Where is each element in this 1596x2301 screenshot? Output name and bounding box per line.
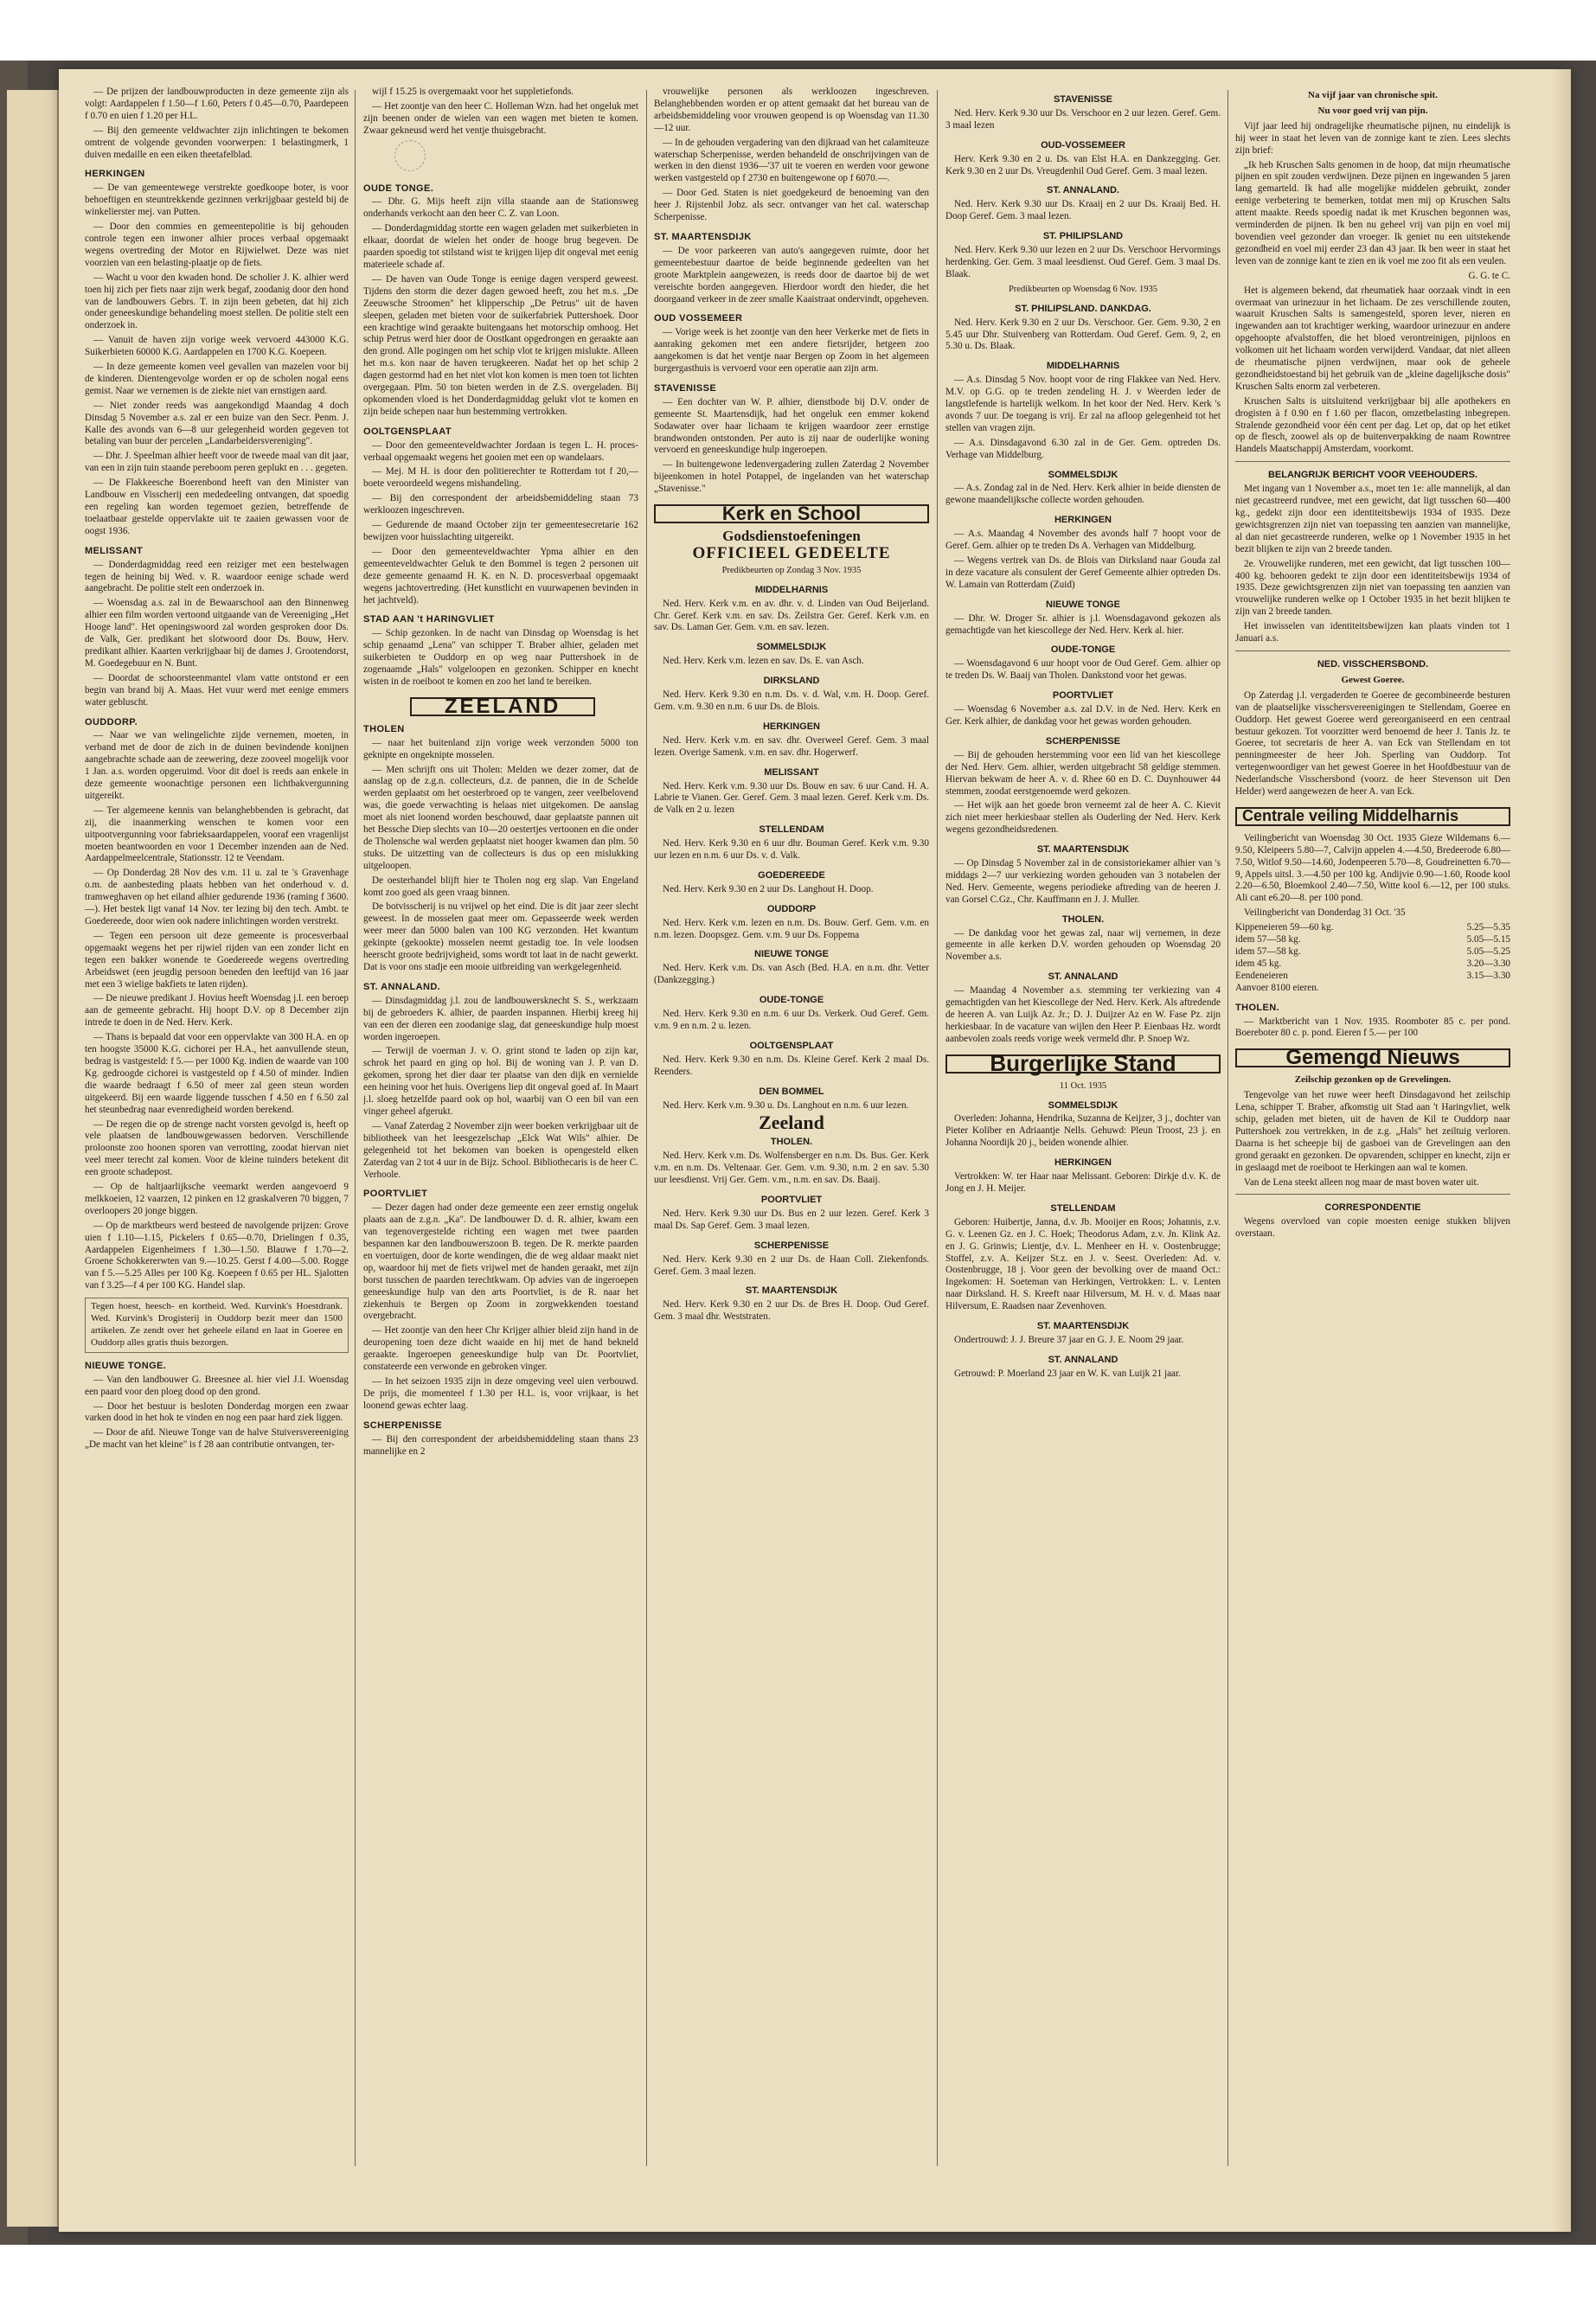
article-text: — In buitengewone ledenvergadering zullen Zaterdag 2 November bijeenkomen in hotel Potappel, de ingelanden van het waterschap „Stavenisse." [654, 459, 929, 495]
article-text: Wegens overvloed van copie moesten eenige stukken blijven overstaan. [1235, 1216, 1510, 1240]
subsection-title: Godsdienstoefeningen [722, 528, 861, 544]
column-rule [646, 90, 647, 2166]
advertisement-text: Kruschen Salts is uitsluitend verkrijgbaar bij alle apothekers en drogisten à f 0.90 en f 1.60 per flacon, omzetbelasting inbegrepen. Stralende gezondheid voor één cent per dag. Let op, dat op het etiket op de flesch, zoowel als op de buitenverpakking de naam Rowntree Handels Maatschappij Amsterdam, voorkomt. [1235, 395, 1510, 455]
article-text: — Op Dinsdag 5 November zal in de consistoriekamer alhier van 's middags 2—7 uur verkiezing worden gehouden van 3 notabelen der Ned. Herv. Gemeente, wegens periodieke aftreding van de heeren J. van Gorsel C.Gz., Chr. Kauffmann en J. J. Muller. [945, 858, 1221, 905]
article-text: De oesterhandel blijft hier te Tholen nog erg slap. Van Engeland komt zoo goed als geen vraag binnen. [363, 875, 638, 898]
section-heading: HERKINGEN [1054, 515, 1112, 526]
section-heading: HERKINGEN [85, 169, 145, 180]
article-text: Op Zaterdag j.l. vergaderden te Goeree de gecombineerde besturen van de plaatselijke visschersvereenigingen te Stellendam, Goeree en Ouddorp. Het gewest Goeree werd gereorganiseerd en een centraal bestuur gekozen. Tot voorzitter werd benoemd de heer J. Tanis Jz. te Goeree, tot secretaris de heer A. van Eck van Stellendam en tot penningmeester de heer Joh. Sperling van Ouddorp. Tot vertegenwoordiger van het gewest Goeree in het Hoofdbestuur van de Nederlandsche Visschersbond (voorz. de heer Stevenson uit Den Helder) werd aangewezen de heer A. van Eck. [1235, 689, 1510, 798]
section-heading: STAVENISSE [654, 382, 717, 394]
article-text: — Dezer dagen had onder deze gemeente een zeer ernstig ongeluk plaats aan de z.g.n. „Ka". De landbouwer D. d. R. alhier, kwam een van tegenovergestelde richting een wagen met twee paarden bespannen kar den landbouwerszoon B. tegen. De R. merkte paarden en voertuigen, door de korte wendingen, die de weg aldaar maakt niet op, waardoor hij met de fiets vrijwel met de handen geraakt, met zijn borst tusschen de paarden terechtkwam. Op advies van de ingeroepen geneeskundige hulp van den arts Poortvliet, is de R. naar het ziekenhuis te Bergen op Zoom in zorgwekkenden toestand overgebracht. [363, 1202, 638, 1322]
article-text: — Door de afd. Nieuwe Tonge van de halve Stuiversvereeniging „De macht van het kleine" is f 28 aan contributie ontvangen, ter- [85, 1427, 349, 1451]
church-service-text: Ned. Herv. Kerk 9.30 en 2 uur Ds. Langhout H. Doop. [663, 883, 874, 894]
church-listing [945, 94, 1221, 281]
subsection-title: Zeeland [759, 1112, 824, 1134]
section-subheading: Gewest Goeree. [1341, 674, 1405, 685]
article-text: — De voor parkeeren van auto's aangegeven ruimte, door het gemeentebestuur daartoe de beide beginnende gedeelten van het groote Marktplein aangewezen, is reeds door de daartoe bij de wet vereischte borden aangegeven. Hierdoor wordt den hieder, die het doorgaand verkeer in de zeer smalle Kaaistraat ondervindt, opgeheven. [654, 245, 929, 304]
church-heading: NIEUWE TONGE [754, 949, 829, 960]
column-5 [1235, 87, 1510, 2171]
advertisement-headline: Na vijf jaar van chronische spit. [1308, 90, 1438, 100]
article-text: 2e. Vrouwelijke runderen, met een gewicht, dat ligt tusschen 100—400 kg. behooren gedekt te zijn door een identiteitsbewijs 1934 of 1935. Deze gewichtsgrenzen zijn niet van toepassing ten aanzien van vrouwelijke runderen welke op 1 October 1935 in het bezit blijken te zijn van 2 breede tanden. [1235, 558, 1510, 618]
column-rule [1227, 90, 1228, 2166]
article-text: — Vanuit de haven zijn vorige week vervoerd 443000 K.G. Suikerbieten 60000 K.G. Aardappelen en 1700 K.G. Koepeen. [85, 335, 349, 358]
church-heading: OOLTGENSPLAAT [749, 1040, 834, 1051]
article-text: — In deze gemeente komen veel gevallen van mazelen voor bij de kinderen. Dientengevolge worden er op de scholen nogal eens gemist. Naar we vernemen is de ziekte niet van ernstigen aard. [85, 362, 349, 396]
church-heading: HERKINGEN [762, 721, 820, 732]
article-text: — In het seizoen 1935 zijn in deze omgeving veel uien verbouwd. De prijs, die momenteel f 1.30 per H.L. is, voor vrijkaar, is het loonend gewas echter laag. [363, 1376, 638, 1411]
church-service-text: Ned. Herv. Kerk v.m. lezen en n.m. Ds. Bouw. Gerf. Gem. v.m. en n.m. lezen. Doopsgez. Gem. v.m. 9 uur Ds. Foppema [654, 917, 929, 940]
article-text: — Op Donderdag 28 Nov des v.m. 11 u. zal te 's Gravenhage o.m. de aanbesteding plaats hebben van het onderhoud v. d. tramweghaven op het eiland alhier gedurende 1936 (raming f 3600.—). Het bestek ligt vanaf 14 Nov. ter lezing bij den tech. Ambt. te Goedereede, door wien ook nadere inlichtingen worden verstrekt. [85, 868, 349, 926]
article-text: — Dhr. J. Speelman alhier heeft voor de tweede maal van dit jaar, van een in zijn tuin staande pereboom peren geplukt en . . . gegeten. [85, 451, 349, 474]
article-text: — Het zoontje van den heer C. Holleman Wzn. had het ongeluk met zijn beenen onder de wielen van een wagen met bieten te komen. Zwaar gekneusd werd het ventje thuisgebracht. [363, 100, 638, 136]
article-text: — Bij den correspondent der arbeidsbemiddeling staan thans 23 mannelijke en 2 [363, 1433, 638, 1457]
church-heading: ST. MAARTENSDIJK [745, 1285, 838, 1297]
church-heading: STELLENDAM [1050, 1202, 1116, 1214]
page-edge-shadow [1552, 69, 1571, 2232]
church-heading: OUDDORP [766, 903, 817, 914]
article-text: — Door den commies en gemeentepolitie is bij gehouden controle tegen een inwoner alhier proces verbaal opgemaakt wegens overtreding der Motor en Rijwielwet. Deze was niet voorzien van een belasting-plaatje op de fiets. [85, 221, 349, 268]
church-heading: ST. MAARTENSDIJK [1036, 1321, 1130, 1332]
price-table [1235, 922, 1510, 994]
article-text: — Door het bestuur is besloten Donderdag morgen een zwaar varken dood in het hok te vinden en nog een paar hard ziek liggen. [85, 1400, 349, 1424]
article-text: — De prijzen der landbouwproducten in deze gemeente zijn als volgt: Aardappelen f 1.50—f 1.60, Peters f 0.45—0.70, Paardepeen f 0.70 en uien f 1.20 per H.L. [85, 87, 349, 121]
article-text: — Doordat de schoorsteenmantel vlam vatte ontstond er een begin van brand bij A. Maas. Het vuur werd met eenige emmers water gebluscht. [85, 672, 349, 708]
church-heading: GOEDEREEDE [758, 869, 825, 881]
article-text: — Thans is bepaald dat voor een oppervlakte van 300 H.A. en op ten hoogste 35000 K.G. cichorei per H.A., het aanvullende steun, bedrag is vastgesteld: f 5.— per 1000 Kg. indien de waarde van 100 Kg. gedroogde cichorei is vastgesteld op f 4.50 of minder. Indien die waarde bedraagt f 6.50 of meer zal geen steun worden uitgekeerd. Bij een waarde liggende tusschen f 4.50 en f 6.50 zal het steunbedrag naar evenredigheid worden berekend. [85, 1032, 349, 1115]
article-text: De botvisscherij is nu vrijwel op het eind. Die is dit jaar zeer slecht geweest. In de mosselen gaat meer om. Gepasseerde week werden weer meer dan 5000 balen van 100 KG verzonden. Het kwantum gekinpte (gekookte) mosselen neemt gestadig toe. In vele loodsen heerscht groote bedrijvigheid, soms wordt tot laat in de nacht gewerkt. Dat is voor ons stadje een mooie uitbreiding van werkgelegenheid. [363, 901, 638, 972]
church-service-text: Ned. Herv. Kerk 9.30 en n.m. 6 uur Ds. Verkerk. Oud Geref. Gem. v.m. 9 en n.m. 2 u. lezen. [654, 1009, 929, 1031]
church-heading: HERKINGEN [1054, 1157, 1112, 1169]
section-heading: OUD VOSSEMEER [654, 313, 743, 324]
church-heading: THOLEN. [770, 1137, 813, 1148]
church-service-text: Ned. Herv. Kerk v.m. en av. dhr. v. d. Linden van Oud Beijerland. Chr. Geref. Kerk v.m. en sav. Ds. Zeilstra Ger. Geref. Kerk v.m. en sav. Ds. Laman Ger. Gem. v.m. en sav. lezen. [654, 598, 929, 633]
section-heading: ST. MAARTENSDIJK [1036, 844, 1130, 856]
previous-page-edge [7, 90, 59, 2227]
church-service-text: Ned. Herv. Kerk 9.30 en 2 uur Ds. Verschoor. Ger. Gem. 9.30, 2 en 5.45 uur Dhr. Stuivenberg van Rotterdam. Oud Geref. Gem. 9, 2, en 5.30 u. Ds. Blaak. [945, 317, 1221, 352]
article-text: — De dankdag voor het gewas zal, naar wij vernemen, in deze gemeente in alle kerken D.V. worden gehouden op Woensdag 20 November a.s. [945, 927, 1221, 963]
advertisement-text: Het is algemeen bekend, dat rheumatiek haar oorzaak vindt in een overmaat van urinezuur in het lichaam. De zes verschillende zouten, waaruit Kruschen Salts is samengesteld, sporen lever, nieren en ingewanden aan tot krachtiger werking, waardoor urinezuur en andere opgehoopte afvalstoffen, die het bloed verontreinigen, pijnloos en volkomen uit het lichaam worden verwijderd. Vandaar, dat niet alleen de rheumatische pijnen verdwijnen, maar ook de geheele gezondheidstoestand bij het gebruik van de „kleine dagelijksche dosis" Kruschen Salts enorm zal verbeteren. [1235, 285, 1510, 392]
article-text: — In de gehouden vergadering van den dijkraad van het calamiteuze waterschap Scherpenisse, werden behandeld de onschrijvingen van de werken in den dienst 1936—'37 uit te voeren en werden voor gewone werken vastgesteld op f 2730 en buitengewone op f 6070.—. [654, 137, 929, 184]
church-heading: SOMMELSDIJK [1048, 1099, 1118, 1111]
section-heading: ST. ANNALAND. [363, 981, 441, 992]
article-text: — Donderdagmiddag reed een reiziger met een bestelwagen tegen de heining bij Wed. v. R. waardoor eenige schade werd aangebracht. De politie stelt een onderzoek in. [85, 559, 349, 594]
church-heading: SOMMELSDIJK [756, 642, 827, 653]
price-row [1235, 934, 1510, 946]
church-service-text: Ned. Herv. Kerk 9.30 en 6 uur dhr. Bouman Geref. Kerk v.m. 9.30 uur lezen en n.m. 6 uur Ds. v. d. Valk. [654, 838, 929, 862]
divider [1235, 461, 1510, 462]
price-label: Aanvoer 8100 eieren. [1235, 982, 1319, 993]
advertisement-text: „Ik heb Kruschen Salts genomen in de hoop, dat mijn rheumatische pijnen en spit zouden verdwijnen. Deze pijnen en ingewanden 5 jaren lang gemarteld. Ik had alle mogelijke middelen gebruikt, zonder eenige verbetering te bemerken, totdat men mij op Kruschen Salts attent maakte. Reeds spoedig nadat ik met Kruschen begonnen was, verminderden de pijnen. Ik ben nu geheel vrij van pijn en voel mij bovendien veel gezonder dan vroeger. Ik geniet nu een uitstekende gezondheid en voel mij eerder 23 dan 43 jaar. Ik ben weer in staat het leven van de zonnige kant te zien en ik voel me zoo fit als een veulen. [1235, 159, 1510, 266]
article-text: — Bij de gehouden herstemming voor een lid van het kiescollege der Ned. Herv. Gem. alhier, werden uitgebracht 58 geldige stemmen. Hiervan bekwam de heer A. v. d. Rhee 60 en D. C. Duynhouwer 44 stemmen, zoodat eerstgenoemde werd gekozen. [945, 749, 1221, 797]
church-service-text: Ned. Herv. Kerk 9.30 en n.m. Ds. Kleine Geref. Kerk 2 maal Ds. Reenders. [654, 1054, 929, 1077]
section-heading: SOMMELSDIJK [1048, 469, 1118, 480]
church-listing [945, 304, 1221, 354]
article-text: Het inwisselen van identiteitsbewijzen kan plaats vinden tot 1 Januari a.s. [1235, 621, 1510, 644]
price-row [1235, 983, 1510, 995]
church-listing [654, 1137, 929, 1324]
article-text: — Men schrijft ons uit Tholen: Melden we dezer zomer, dat de aanslag op de z.g.n. collecteurs, d.z. de pannen, die in de Schelde werden geplaatst om het oesterbroed op te vangen, zeer veelbelovend was, die goede verwachting is helaas niet uitgekomen. De aanslag moet als niet loonend worden beschouwd, daar geplaatste pannen uit het Bessche Diep slechts van 10—20 oestertjes vertoonen en die onder de Tholensche wal werden geplaatst niet hooger kwamen dan plm. 50 stuks. De uitzetting van de collecteurs is dus op een mislukking uitgeloopen. [363, 764, 638, 871]
article-text: — Gedurende de maand October zijn ter gemeentesecretarie 162 bewijzen voor huisslachting uitgereikt. [363, 520, 638, 542]
article-text: — Woensdag 6 November a.s. zal D.V. in de Ned. Herv. Kerk en Ger. Kerk alhier, de dankdag voor het gewas worden gehouden. [945, 704, 1221, 727]
church-heading: OUDE-TONGE [759, 995, 824, 1006]
section-heading: NIEUWE TONGE. [85, 1360, 167, 1371]
advertisement-headline: Nu voor goed vrij van pijn. [1317, 105, 1428, 116]
section-heading: ST. ANNALAND [1048, 971, 1118, 983]
church-service-text: Getrouwd: P. Moerland 23 jaar en W. K. van Luijk 21 jaar. [954, 1368, 1181, 1379]
article-text: wijl f 15.25 is overgemaakt voor het suppletiefonds. [372, 87, 574, 97]
article-text: — De nieuwe predikant J. Hovius heeft Woensdag j.l. een beroep aan de gemeente gebracht. Hij hoopt D.V. op 8 December zijn intrede te doen in de Ned. Herv. Kerk. [85, 993, 349, 1029]
price-label: Eendeneieren [1235, 970, 1288, 981]
article-text: — De van gemeentewege verstrekte goedkoope boter, is voor behoeftigen en steuntrekkende gezinnen verkrijgbaar gesteld bij de winkelierster mej. van Putten. [85, 183, 349, 218]
section-heading: STAD AAN 't HARINGVLIET [363, 614, 495, 625]
article-text: — Naar we van welingelichte zijde vernemen, moeten, in verband met de door de zich in de duinen bevindende konijnen aangebrachte schade aan de zeewering, deze zooveel mogelijk voor 1 Jan. a.s. worden opgeruimd. Voor dit doel is reeds aan enkele in deze gemeente woonachtige personen een lichtbakvergunning uitgereikt. [85, 730, 349, 801]
church-heading: ST. ANNALAND [1048, 1354, 1118, 1365]
article-text: — Een dochter van W. P. alhier, dienstbode bij D.V. onder de gemeente St. Maartensdijk, had het ongeluk een emmer kokend Sodawater over haar lichaam te krijgen waardoor zeer ernstige brandwonden ontstonden. Per auto is zij naar de ouderlijke woning vervoerd en geneeskundige hulp ingeroepen. [654, 396, 929, 456]
section-heading: MELISSANT [85, 545, 144, 556]
article-text: — Tegen een persoon uit deze gemeente is procesverbaal opgemaakt wegens het per rijwiel rijden van een zonder licht en tegen een bakker wonende te Goedereede wegens overtreding Arbeidswet (een jeugdig persoon beneden den leeftijd van 16 jaar met een 3 wielige bakfiets te laten rijden). [85, 930, 349, 990]
article-text: — De haven van Oude Tonge is eenige dagen versperd geweest. Tijdens den storm die dezer dagen gewoed heeft, zou het m.s. „De Zeeuwsche Stroomen" het klipperschip „De Petrus" uit de haven sleepen, geladen met bieten voor de suikerfabriek Puttershoek. Door een krachtige wind geraakte buitengaans het motorschip omhoog. Het schip Petrus werd hier door de Oostkant opgedrongen en geraakte aan den grond. Alle pogingen om het schip vlot te krijgen mislukte. Alleen het m.s. kon naar de haven terugkeeren. Nadat het op het schip 2 dagen gestormd had en het niet vlot kon komen is men toen tot lichten overgegaan. Plm. 50 ton bieten werden in de Z.S. overgeladen. Bij opkomenden vloed is het Donderdagmiddag gelukt vlot te komen en zijn beide schepen naar hun bestemming vertrokken. [363, 273, 638, 417]
scan-border-bottom [0, 2245, 1596, 2301]
section-heading: NIEUWE TONGE [1046, 599, 1120, 610]
newspaper-page [59, 69, 1571, 2232]
section-heading: CORRESPONDENTIE [1324, 1202, 1421, 1214]
stamp-mark [363, 140, 638, 176]
price-label: idem 57—58 kg. [1235, 946, 1301, 957]
column-rule [355, 90, 356, 2166]
article-text: — Bij den correspondent der arbeidsbemiddeling staan 73 werkloozen ingeschreven. [363, 493, 638, 516]
civil-registry-listing [945, 1100, 1221, 1381]
section-banner-veiling: Centrale veiling Middelharnis [1235, 807, 1510, 826]
church-service-text: Ned. Herv. Kerk 9.30 uur lezen en 2 uur Ds. Verschoor Hervormings herdenking. Ger. Gem. 3 maal leesdienst. Oud Geref. Gem. 3 maal Ds. Blaak. [945, 245, 1221, 279]
article-text: — Ter algemeene kennis van belanghebbenden is gebracht, dat zij, die inaanmerking wenschen te komen voor een uitpootvergunning voor fabrieksaardappelen, vooraf een vragenlijst moeten beantwoorden en voor 1 December inzenden aan de Ned. Aardappelmeelcentrale, Stationsstr. 12 te Veendam. [85, 804, 349, 864]
church-service-text: Ondertrouwd: J. J. Breure 37 jaar en G. J. E. Noom 29 jaar. [954, 1334, 1184, 1345]
column-rule [937, 90, 938, 2166]
article-text: Met ingang van 1 November a.s., moet ten 1e: alle mannelijk, al dan niet gecastreerd rundvee, met een gewicht, dat ligt tusschen 60—400 kg., gedekt zijn door een identiteitsbewijs 1934 of 1935. Deze gewichtsgrenzen zijn niet van toepassing ten aanzien van mannelijke, al dan niet gecastreerde runderen, welke op 1 November 1935 in het bezit blijken te zijn van 2 breede tanden. [1235, 484, 1510, 554]
column-1 [85, 87, 349, 2171]
church-service-text: Herv. Kerk 9.30 en 2 u. Ds. van Elst H.A. en Dankzegging. Ger. Kerk 9.30 en 2 uur Ds. Vreugdenhil Oud Geref. Gem. 3 maal lezen. [945, 153, 1221, 176]
church-heading: STELLENDAM [759, 824, 824, 836]
section-heading: MIDDELHARNIS [1046, 361, 1120, 372]
article-text: — Donderdagmiddag stortte een wagen geladen met suikerbieten in elkaar, doordat de wielen het onder de hooge brug begeven. De paarden spoedig tot stilstand wist te krijgen lijep dit ongeval met eenig materieele schade af. [363, 223, 638, 270]
article-text: vrouwelijke personen als werkloozen ingeschreven. Belanghebbenden worden er op attent gemaakt dat het bureau van de arbeidsbemiddeling voor vrouwen geopend is op Woensdag van 11.30—12 uur. [654, 87, 929, 133]
section-heading: BELANGRIJK BERICHT VOOR VEEHOUDERS. [1267, 470, 1478, 481]
article-text: — Terwijl de voerman J. v. O. grint stond te laden op zijn kar, schrok het paard en ging op hol. Bij de woning van J. P. van D. gekomen, sprong het dier daar ter plaatse van den dijk en vernielde een heining voor het huis. Overigens liep dit ongeval goed af. In Maart j.l. sloeg hetzelfde paard ook op hol, waarbij van O een bil van een vinger geheel afgerukt. [363, 1046, 638, 1117]
article-text: — Bij den gemeente veldwachter zijn inlichtingen te bekomen omtrent de volgende gevonden voorwerpen: 1 belastingmerk, 1 duiven medaille en een eiken theetafelblad. [85, 125, 349, 160]
article-text: — Dhr. G. Mijs heeft zijn villa staande aan de Stationsweg onderhands verkocht aan den heer C. Z. van Loon. [363, 196, 638, 220]
church-service-text: Ned. Herv. Kerk v.m. Ds. Wolfensberger en n.m. Ds. Bus. Ger. Kerk v.m. en n.m. Ds. Veltenaar. Ger. Gem. v.m. 9.30, n.m. 2 en sav. 5.30 uur leesdienst. Vrij Ger. Gem. v.m., n.m. en sav. Ds. Baaij. [654, 1150, 929, 1186]
church-service-text: Ned. Herv. Kerk 9.30 uur Ds. Verschoor en 2 uur lezen. Geref. Gem. 3 maal lezen [945, 107, 1221, 131]
section-heading: POORTVLIET [1052, 690, 1114, 702]
article-text: — Wacht u voor den kwaden hond. De scholier J. K. alhier werd toen hij zich per fiets naar zijn werk begaf, zoodanig door den hond van de landbouwers Gebrs. T. in zijn been gebeten, dat hij zich onder geneeskundige behandeling moest stellen. De politie stelt een onderzoek in. [85, 272, 349, 331]
article-text: — Dhr. W. Droger Sr. alhier is j.l. Woensdagavond gekozen als gemachtigde van het kiescollege der Ned. Herv. Kerk al. hier. [945, 612, 1221, 636]
church-service-text: Ned. Herv. Kerk v.m. Ds. van Asch (Bed. H.A. en n.m. dhr. Vetter (Dankzegging.) [654, 963, 929, 986]
article-text: — Niet zonder reeds was aangekondigd Maandag 4 doch Dinsdag 5 November a.s. zal er een buize van den Secr. Penm. J. Kalle des avonds van 6—8 uur gelegenheid worden gegeven tot betaling van buur der percelen „Landarbeidersvereniging". [85, 400, 349, 447]
article-text: — Vorige week is het zoontje van den heer Verkerke met de fiets in aanraking gekomen met een andere fietsrijder, hetgeen zoo aangekomen is dat het ventje naar Bergen op Zoom in het algemeen burgergasthuis is vervoerd voor een operatie aan zijn arm. [654, 327, 929, 375]
church-service-text: Ned. Herv. Kerk 9.30 en 2 uur Ds. de Bres H. Doop. Oud Geref. Gem. 3 maal dhr. Weststraten. [654, 1299, 929, 1323]
article-text: — De regen die op de strenge nacht vorsten gevolgd is, heeft op vele plaatsen de landbouwgewassen bedorven. Verschillende proloonste zoo hoonen sporen van verrotting, zoodat hiervan niet veel meer terecht zal komen. Voor de kleine tuinders betekent dit een groote schadepost. [85, 1118, 349, 1178]
article-text: — De Flakkeesche Boerenbond heeft van den Minister van Landbouw en Visscherij een mededeeling ontvangen, dat spoedig een regeling kan worden tegemoet gezien, betreffende de toelaatbaar gestelde oppervlakte uit te zaaien gewassen voor de oogst 1936. [85, 478, 349, 536]
article-text: — Het zoontje van den heer Chr Krijger alhier bleid zijn hand in de deuropening toen deze dicht waaide en hij met de hand bekneld geraakte. Ingeroepen geneeskundige hulp van Dr. Poortvliet, constateerde een verwonde en gebroken vinger. [363, 1325, 638, 1373]
church-service-text: Ned. Herv. Kerk v.m. 9.30 uur Ds. Bouw en sav. 6 uur Cand. H. A. Labrie te Vianen. Ger. Geref. Gem. 3 maal lezen. Geref. Kerk v.m. Ds. de Valk en 2 u. lezen [654, 780, 929, 816]
section-heading: SCHERPENISSE [363, 1420, 442, 1431]
article-text: — Op de marktbeurs werd besteed de navolgende prijzen: Grove uien f 1.10—1.15, Pickelers f 0.65—0.70, Drielingen f 0.35, Aardappelen Eigenheimers f 1.30—1.50. Blauwe f 1.70—2. Groene Schokkererwten van 9.—10.25. Gerst f 4.00—5.00. Rogge van f 5.—5.25 Alles per 100 Kg. Koepeen f 0.65 per HL. Sjalotten van f 3.25—f 4 per 100 KG. Handel slap. [85, 1220, 349, 1292]
section-heading: THOLEN. [1235, 1002, 1280, 1013]
price-row [1235, 946, 1510, 958]
church-service-text: Ned. Herv. Kerk v.m. en sav. dhr. Overweel Geref. Gem. 3 maal lezen. Overige Samenk. v.m. en sav. dhr. Hogerwerf. [654, 734, 929, 758]
article-text: Tengevolge van het ruwe weer heeft Dinsdagavond het zeilschip Lena, schipper T. Braber, afkomstig uit Stad aan 't Haringvliet, welk schip, geladen met bieten, uit de haven de Kil te Ouddorp naar Puttershoek zou vertrekken, in de z.g. „Hals" het zeiltuig verloren. Daarna is het scheepje bij de gasboei van de Grevelingen aan den grond geraakt en gezonken. De opvarenden, schipper en knecht, zijn er in geslaagd met de roeiboot te Herkingen aan wal te komen. [1235, 1090, 1510, 1173]
church-service-text: Ned. Herv. Kerk 9.30 uur Ds. Kraaij en 2 uur Ds. Kraaij Bed. H. Doop Geref. Gem. 3 maal lezen. [945, 199, 1221, 222]
section-banner-zeeland: ZEELAND [410, 697, 595, 716]
article-text: — Wegens vertrek van Ds. de Blois van Dirksland naar Gouda zal in deze vacature als consulent der Geref Gemeente alhier optreden Ds. W. Lamain van Rotterdam (Zuid) [945, 555, 1221, 590]
section-banner-gemengd-nieuws: Gemengd Nieuws [1235, 1048, 1510, 1067]
advertisement-box: Tegen hoest, heesch- en kortheid. Wed. Kurvink's Hoestdrank. Wed. Kurvink's Drogisterij in Ouddorp bezit meer dan 1500 artikelen. Ze zendt over het geheele eiland en laat in Goeree en Ouddorp alles gratis thuis bezorgen. [85, 1298, 349, 1353]
article-text: — Mej. M H. is door den politierechter te Rotterdam tot f 20,— boete veroordeeld wegens mishandeling. [363, 466, 638, 490]
church-heading: MIDDELHARNIS [754, 584, 829, 595]
column-2 [363, 87, 638, 2171]
church-heading: STAVENISSE [1053, 94, 1113, 105]
date-line: Predikbeurten op Woensdag 6 Nov. 1935 [1008, 284, 1158, 294]
advertisement-signature: G. G. te C. [1468, 270, 1510, 281]
church-heading: DIRKSLAND [763, 676, 820, 687]
church-heading: SCHERPENISSE [753, 1240, 830, 1251]
section-heading: THOLEN. [1061, 913, 1105, 925]
article-text: — Door Ged. Staten is niet goedgekeurd de benoeming van den heer J. Rijstenbil Jobz. als secr. ontvanger van het cal. waterschap Scherpenisse. [654, 188, 929, 223]
article-text: Veilingbericht van Donderdag 31 Oct. '35 [1244, 907, 1406, 919]
article-text: — Vanaf Zaterdag 2 November zijn weer boeken verkrijgbaar uit de bibliotheek van het leesgezelschap „Elck Wat Wils" alhier. De gelegenheid tot het bekomen van boeken is opengesteld elken Zaterdag van 2 tot 4 uur in de Bijz. School. Bibliothecaris is de heer C. Verhoole. [363, 1120, 638, 1180]
column-3 [654, 87, 929, 2171]
price-value: 3.15—3.30 [1466, 970, 1510, 981]
article-text: — Marktbericht van 1 Nov. 1935. Roomboter 85 c. per pond. Boereboter 80 c. p. pond. Eieren f 5.— per 100 [1235, 1016, 1510, 1039]
church-service-text: Ned. Herv. Kerk 9.30 en n.m. Ds. v. d. Wal, v.m. H. Doop. Geref. Gem. v.m. 9.30 en n.m. 6 uur Ds. de Blois. [654, 689, 929, 712]
church-heading: ST. ANNALAND. [1047, 185, 1119, 196]
church-heading: MELISSANT [764, 766, 819, 778]
section-banner-burgerlijke-stand: Burgerlijke Stand [945, 1054, 1221, 1074]
price-label: idem 45 kg. [1235, 958, 1282, 969]
article-text: — Op de haltjaarlijksche veemarkt werden aangevoerd 9 melkkoeien, 12 vaarzen, 12 pinken en 12 graskalveren 70 biggen, 7 overloopers 20 jonge biggen. [85, 1182, 349, 1216]
article-text: — Schip gezonken. In de nacht van Dinsdag op Woensdag is het schip genaamd „Lena" van schipper T. Braber alhier, geladen met suikerbieten te Ouddorp en op weg naar Puttershoek in de zogenaamde „Hals" volgeloopen en gezonken. Schipper en knecht wisten in de roeiboot te komen en zoo het land te bereiken. [363, 628, 638, 687]
section-heading: OUDE-TONGE [1050, 644, 1116, 656]
column-4 [945, 87, 1221, 2171]
price-value: 5.05—5.25 [1466, 946, 1510, 957]
church-listing [654, 585, 929, 1112]
section-heading: POORTVLIET [363, 1189, 428, 1200]
article-text: — Van den landbouwer G. Breesnee al. hier viel J.I. Woensdag een paard voor den ploeg dood op den grond. [85, 1374, 349, 1397]
article-text: — Maandag 4 November a.s. stemming ter verkiezing van 4 gemachtigden van het Kiescollege der Ned. Herv. Kerk. Als aftredende de heeren A. van Luijk Az. Jr.; D. J. Duijzer Az en W. Fase Pz. zijn herkiesbaar. In de vacature van wijlen den Heer P. Eienbaas Hz. wordt aanbevolen zoals reeds vorige week vermeld dhr. P. Snoep Wz. [945, 985, 1221, 1044]
church-service-text: Overleden: Johanna, Hendrika, Suzanna de Keijzer, 3 j., dochter van Pieter Koliber en Adriaantje Nells. Gehuwd: Pleun Troost, 23 j. en Johanna Noordijk 20 j., beiden wonende alhier. [945, 1113, 1221, 1149]
subsection-title: OFFICIEEL GEDEELTE [692, 543, 891, 562]
section-banner-kerk-en-school: Kerk en School [654, 504, 929, 523]
section-heading: OUDE TONGE. [363, 183, 434, 194]
article-text: — A.s. Zondag zal in de Ned. Herv. Kerk alhier in beide diensten de gewone maandelijksche collecte worden gehouden. [945, 483, 1221, 506]
article-text: — Door den gemeenteveldwachter Jordaan is tegen L. H. proces-verbaal opgemaakt wegens het gooien met een op wandelaars. [363, 439, 638, 463]
advertisement-text: Vijf jaar leed hij ondragelijke rheumatische pijnen, nu eindelijk is hij weer in staat het leven van de zonnige kant te zien. Lees slechts zijn brief: [1235, 120, 1510, 156]
church-heading: DEN BOMMEL [759, 1086, 824, 1097]
church-service-text: Ned. Herv. Kerk v.m. 9.30 u. Ds. Langhout en n.m. 6 uur lezen. [663, 1099, 909, 1111]
church-service-text: Geboren: Huibertje, Janna, d.v. Jb. Mooijer en Roos; Johannis, z.v. G. v. Leenen Gz. en J. C. Hoek; Theodorus Adam, z.v. Jn. Klink Az. en J. G. Grinwis; Lientje, d.v. L. Menheer en H. v. Oostenbrugge; Stoffel, z.v. A. Keijzer St.z. en J. v. Seest. Overleden: Ad. v. Oostenbrugge, 18 j. Voor geen der bevolking over de maand Oct.: Ingekomen: H. Soeteman van Herkingen, Vertrokken: L. v. Lenten naar Dirksland. H. S. Kreeft naar Hilversum, M. H. v. d. Maas naar Hilversum, E. Raadsen naar Zevenhoven. [945, 1216, 1221, 1312]
church-heading: ST. PHILIPSLAND [1042, 231, 1124, 242]
date-line: 11 Oct. 1935 [1059, 1080, 1107, 1091]
article-text: — Dinsdagmiddag j.l. zou de landbouwersknecht S. S., werkzaam bij de gebroeders K. alhier, de paarden inspannen. Hierbij kreeg hij van een der dieren een zoodanige slag, dat geneeskundige hulp moest worden ingeroepen. [363, 995, 638, 1042]
section-heading: THOLEN [363, 723, 405, 734]
article-text: Veilingbericht van Woensdag 30 Oct. 1935 Gieze Wildemans 6.—9.50, Kleipeers 5.80—7, Calvijn appelen 4.—4.50, Bredeerode 6.80—7.50, Witlof 9.50—14.60, Jodenpeeren 5.70—8, Goudreinetten 6.70—9, Appels uitsl. 3.—4.50 per 100 kg. Andijvie 0.90—1.60, Roode kool 2.20—6.50, Bloemkool 2.40—7.50, Witte kool 6.—12, per 100 stuks. Ali cant e6.20—8. per 100 pond. [1235, 832, 1510, 904]
church-heading: POORTVLIET [760, 1194, 823, 1205]
price-value: 5.05—5.15 [1466, 934, 1510, 945]
article-text: — A.s. Dinsdagavond 6.30 zal in de Ger. Gem. optreden Ds. Verhage van Middelburg. [945, 437, 1221, 460]
date-line: Predikbeurten op Zondag 3 Nov. 1935 [721, 565, 862, 575]
article-text: Van de Lena steekt alleen nog maar de mast boven water uit. [1244, 1176, 1479, 1188]
price-row [1235, 971, 1510, 983]
scan-border-top [0, 0, 1596, 61]
section-heading: NED. VISSCHERSBOND. [1317, 658, 1429, 670]
section-heading: SCHERPENISSE [1045, 735, 1121, 747]
section-heading: ST. MAARTENSDIJK [654, 231, 752, 242]
price-row [1235, 922, 1510, 934]
price-value: 5.25—5.35 [1466, 922, 1510, 933]
article-headline: Zeilschip gezonken op de Grevelingen. [1294, 1074, 1452, 1086]
article-text: — Woensdagavond 6 uur hoopt voor de Oud Geref. Gem. alhier op te treden Ds. W. Baaij van Tholen. Dankstond voor het gewas. [945, 658, 1221, 682]
church-service-text: Ned. Herv. Kerk 9.30 uur Ds. Bus en 2 uur lezen. Geref. Kerk 3 maal Ds. Sap Geref. Gem. 3 maal lezen. [654, 1208, 929, 1231]
divider [1235, 1194, 1510, 1195]
article-text: — Door den gemeenteveldwachter Ypma alhier en den gemeenteveldwachter Geluk te den Bommel is tegen 2 personen uit deze gemeente genaamd H. K. en N. D. procesverbaal opgemaakt wegens jachtovertreding. (Het kunstlicht en vuurwapenen bevinden in het jachtveld). [363, 546, 638, 606]
section-heading: OOLTGENSPLAAT [363, 426, 452, 437]
church-heading: OUD-VOSSEMEER [1041, 139, 1125, 151]
article-text: — Het wijk aan het goede bron verneemt zal de heer A. C. Kievit zich niet meer herkiesbaar stellen als Ouderling der Ned. Herv. Kerk wegens gezondheidsredenen. [945, 800, 1221, 836]
price-label: idem 57—58 kg. [1235, 934, 1301, 945]
article-text: — Woensdag a.s. zal in de Bewaarschool aan den Binnenweg alhier een film worden vertoond uitgaande van de Vereeniging „Het Hooge land". Het openingswoord zal worden gesproken door Ds. de Valk, Ger. predikant het slotwoord door Ds. Bouw, Herv. predikant alhier. Kaarten verkrijgbaar bij de dames J. Grootendorst, M. Goedegebuur en N. Bunt. [85, 598, 349, 669]
section-heading: OUDDORP. [85, 716, 138, 727]
price-label: Kippeneieren 59—60 kg. [1235, 922, 1334, 933]
church-service-text: Ned. Herv. Kerk 9.30 en 2 uur Ds. de Haan Coll. Ziekenfonds. Geref. Gem. 3 maal lezen. [654, 1253, 929, 1277]
article-text: — A.s. Maandag 4 November des avonds half 7 hoopt voor de Geref. Gem. alhier op te treden Ds A. Verhagen van Middelburg. [945, 529, 1221, 552]
church-heading: ST. PHILIPSLAND. DANKDAG. [1015, 303, 1151, 314]
article-text: — naar het buitenland zijn vorige week verzonden 5000 ton geknipte en ongeknipte mosselen. [363, 737, 638, 760]
price-value: 3.20—3.30 [1466, 958, 1510, 969]
church-service-text: Ned. Herv. Kerk v.m. lezen en sav. Ds. E. van Asch. [663, 656, 864, 667]
price-row [1235, 958, 1510, 971]
church-service-text: Vertrokken: W. ter Haar naar Melissant. Geboren: Dirkje d.v. K. de Jong en J. H. Meijer. [945, 1171, 1221, 1194]
article-text: — A.s. Dinsdag 5 Nov. hoopt voor de ring Flakkee van Ned. Herv. M.V. op G.G. op te treden zendeling H. J. v Weerden leder de langstlefende is hartelijk welkom. In het koor der Ned. Herv. Kerk 's avonds 7 uur. De toegang is vrij. Er zal na afloop gelegenheid tot het stellen van vragen zijn. [945, 375, 1221, 433]
